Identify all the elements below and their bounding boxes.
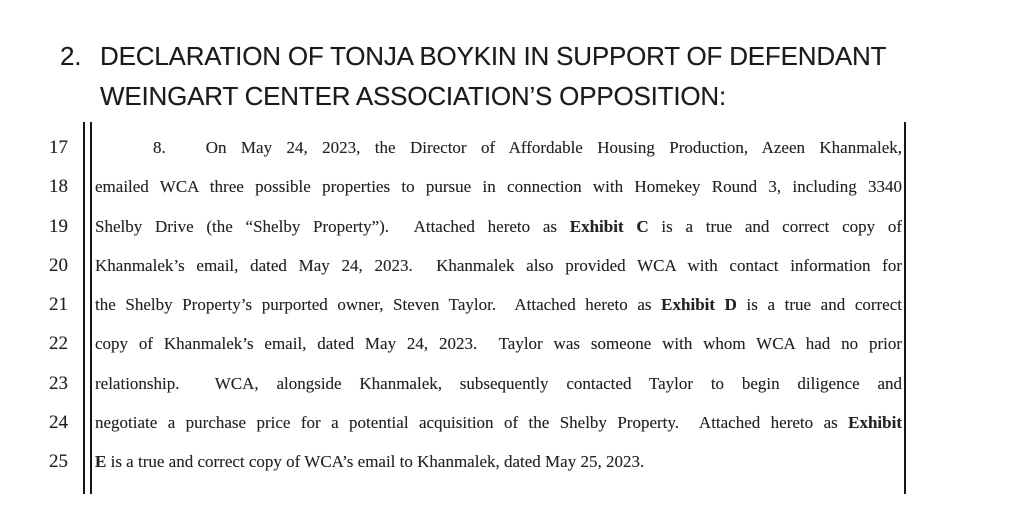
pleading-excerpt xyxy=(40,122,906,494)
body-text: On May 24, 2023, the Director of Affordable Housing Production, Azeen Khanmalek, xyxy=(205,138,902,157)
section-title xyxy=(100,36,886,116)
body-text-column xyxy=(92,122,906,494)
body-line-20 xyxy=(95,246,902,285)
body-text: emailed WCA three possible properties to pursue in connection with Homekey Round 3, including 3340 xyxy=(95,177,902,197)
body-line-24 xyxy=(95,403,902,442)
body-text: is a true and correct xyxy=(736,295,902,315)
exhibit-e-reference-part2: E xyxy=(95,452,107,472)
line-number: 22 xyxy=(49,333,68,355)
section-heading xyxy=(60,36,886,116)
body-line-21 xyxy=(95,285,902,324)
section-number: 2. xyxy=(60,41,82,71)
section-title-line1: DECLARATION OF TONJA BOYKIN IN SUPPORT OF DEFENDANT xyxy=(100,41,887,71)
body-text: is a true and correct copy of xyxy=(648,216,902,236)
exhibit-d-reference: Exhibit D xyxy=(661,295,737,315)
line-number: 19 xyxy=(49,215,68,237)
body-line-19 xyxy=(95,207,902,246)
section-title-line2: WEINGART CENTER ASSOCIATION’S OPPOSITION: xyxy=(100,81,727,111)
body-line-18 xyxy=(95,167,902,206)
line-number: 20 xyxy=(49,254,68,276)
body-line-25 xyxy=(95,442,902,481)
line-number: 23 xyxy=(49,372,68,394)
exhibit-c-reference: Exhibit C xyxy=(569,216,649,236)
left-double-rule xyxy=(83,122,92,494)
line-number: 21 xyxy=(49,294,68,316)
body-text: Khanmalek’s email, dated May 24, 2023. Khanmalek also provided WCA with contact information for xyxy=(95,255,902,275)
paragraph-number: 8. xyxy=(153,138,166,157)
line-number-gutter xyxy=(40,122,68,482)
line-number: 17 xyxy=(49,137,68,158)
body-line-23 xyxy=(95,364,902,403)
body-text: is a true and correct copy of WCA’s email to Khanmalek, dated May 25, 2023. xyxy=(106,452,645,472)
exhibit-e-reference-part1: Exhibit xyxy=(848,413,902,433)
body-text: negotiate a purchase price for a potential acquisition of the Shelby Property. Attached hereto as xyxy=(95,413,849,433)
line-number: 24 xyxy=(49,412,68,434)
line-number: 25 xyxy=(49,451,68,473)
body-line-22 xyxy=(95,324,902,363)
body-text: the Shelby Property’s purported owner, Steven Taylor. Attached hereto as xyxy=(95,295,662,315)
body-text: relationship. WCA, alongside Khanmalek, subsequently contacted Taylor to begin diligence and xyxy=(95,373,902,393)
body-text: copy of Khanmalek’s email, dated May 24, 2023. Taylor was someone with whom WCA had no prior xyxy=(95,334,902,354)
line-number: 18 xyxy=(49,176,68,198)
body-text: Shelby Drive (the “Shelby Property”). Attached hereto as xyxy=(95,216,570,236)
body-line-17 xyxy=(95,128,902,167)
